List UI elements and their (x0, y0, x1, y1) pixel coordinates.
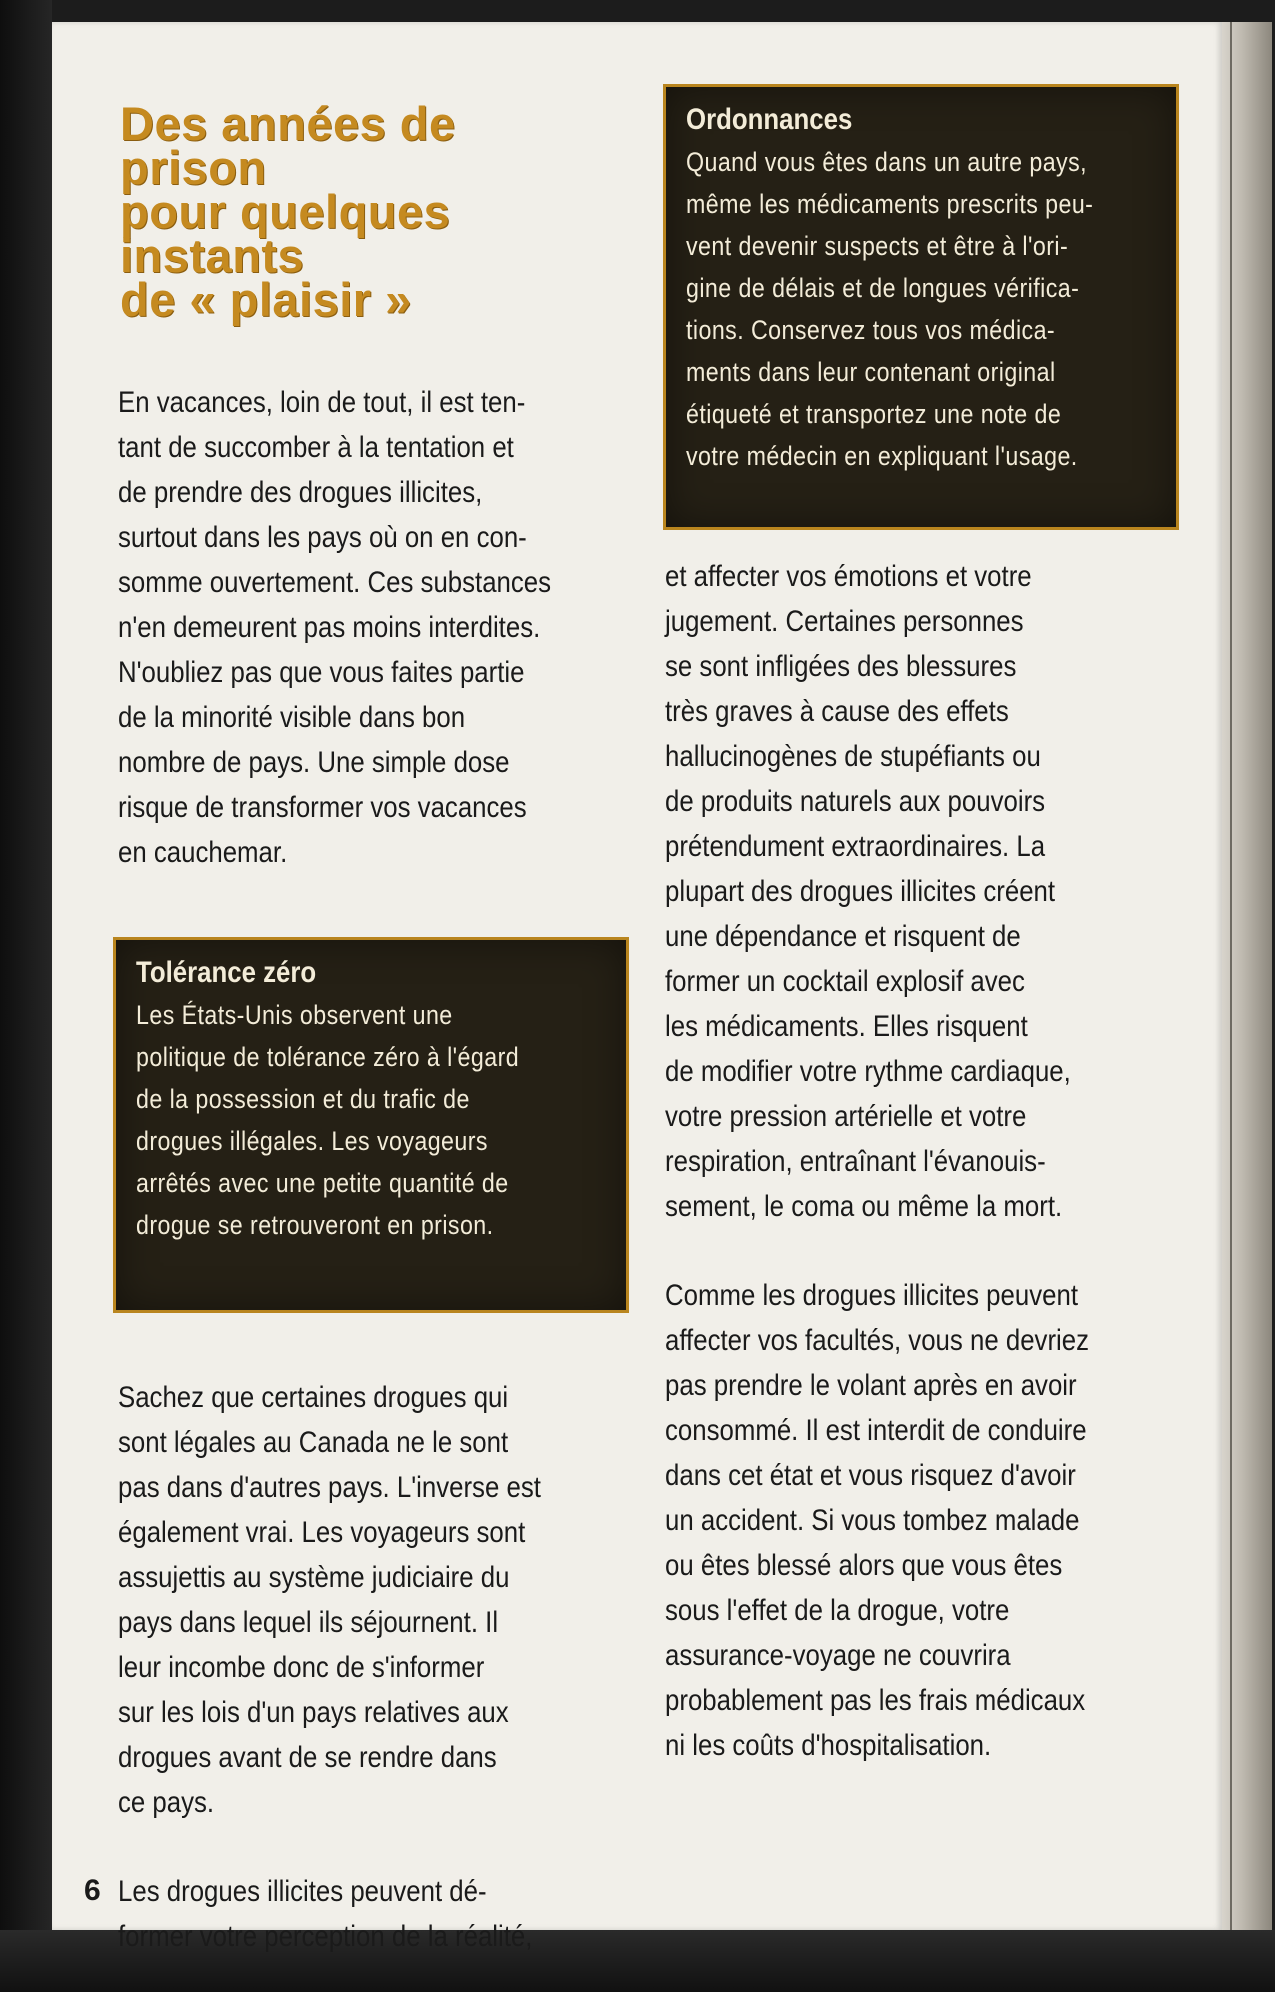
zero-tolerance-box (113, 937, 629, 1313)
page-title: Des années de prison pour quelques instants de « plaisir » (120, 97, 456, 326)
perception-paragraph: Les drogues illicites peuvent dé- former votre perception de la réalité, (118, 1875, 533, 1953)
left-column (118, 90, 613, 1959)
next-page-edge (1222, 22, 1272, 1930)
driving-paragraph: Comme les drogues illicites peuvent affecter vos facultés, vous ne devriez pas prendre le volant après en avoir consommé. Il est interdit de conduire dans cet état et vous risquez d'avoir un accident. Si vous tombez malade ou êtes blessé alors que vous êtes sous l'effet de la drogue, votre assurance-voyage ne couvrira probablement pas les frais médicaux ni les coûts d'hospitalisation. (665, 1279, 1090, 1762)
page-number: 6 (84, 1874, 101, 1907)
binding-edge (0, 0, 52, 1992)
prescriptions-title: Ordonnances (686, 103, 853, 136)
intro-paragraph: En vacances, loin de tout, il est ten- tant de succomber à la tentation et de prendre des drogues illicites, surtout dans les pays où on en con- somme ouvertement. Ces substances n'en demeurent pas moins interdites. N'oubliez pas que vous faites partie de la minorité visible dans bon nombre de pays. Une simple dose risque de transformer vos vacances en cauchemar. (118, 386, 552, 869)
zero-tolerance-text: Les États-Unis observent une politique de tolérance zéro à l'égard de la possession et du trafic de drogues illégales. Les voyageurs arrêtés avec une petite quantité de drogue se retrouveront en prison. (136, 1000, 520, 1240)
right-column (665, 90, 1165, 1768)
zero-tolerance-title: Tolérance zéro (136, 956, 317, 989)
effects-paragraph: et affecter vos émotions et votre jugement. Certaines personnes se sont infligées des blessures très graves à cause des effets hallucinogènes de stupéfiants ou de produits naturels aux pouvoirs prétendument extraordinaires. La plupart des drogues illicites créent une dépendance et risquent de former un cocktail explosif avec les médicaments. Elles risquent de modifier votre rythme cardiaque, votre pression artérielle et votre respiration, entraînant l'évanouis- sement, le coma ou même la mort. (665, 560, 1071, 1223)
prescriptions-box (663, 84, 1179, 530)
legal-drugs-paragraph: Sachez que certaines drogues qui sont légales au Canada ne le sont pas dans d'autres pays. L'inverse est également vrai. Les voyageurs sont assujettis au système judiciaire du pays dans lequel ils séjournent. Il leur incombe donc de s'informer sur les lois d'un pays relatives aux drogues avant de se rendre dans ce pays. (118, 1381, 541, 1819)
prescriptions-text: Quand vous êtes dans un autre pays, même les médicaments prescrits peu- vent devenir suspects et être à l'ori- gine de délais et de longues vérifica- tions. Conservez tous vos médica- ments dans leur contenant original étiqueté et transportez une note de votre médecin en expliquant l'usage. (686, 147, 1094, 471)
